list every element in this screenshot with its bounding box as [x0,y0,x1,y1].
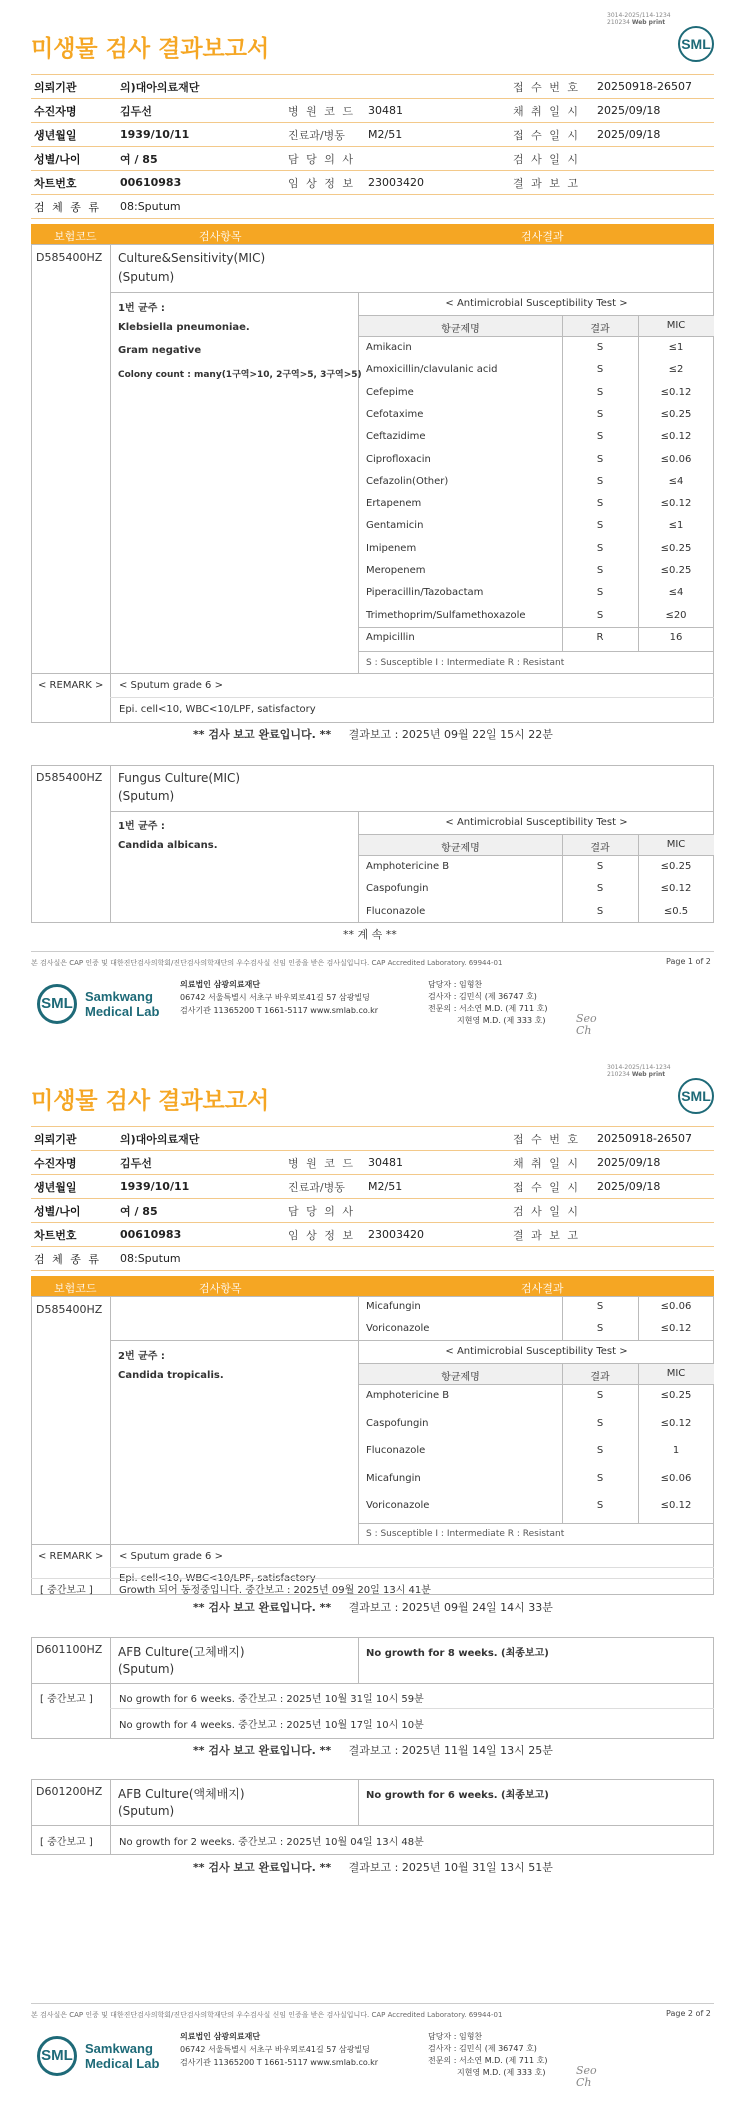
ast-drug: Ceftazidime [366,431,426,443]
insurance-code: D585400HZ [36,771,103,784]
test-specimen: (Sputum) [118,789,175,803]
remark-label: < REMARK > [38,680,104,691]
ast-result: R [596,632,604,643]
divider [110,1340,714,1341]
ast-mic: ≤0.12 [660,1500,692,1512]
chart-no: 00610983 [117,171,285,195]
ast-result: S [596,408,604,420]
col-result: 검사결과 [521,230,564,243]
ast-drug: Caspofungin [366,883,429,895]
lab-name-line: Samkwang [85,989,153,1004]
ast-result: S [596,609,604,621]
divider [110,811,714,812]
complete-time: 결과보고 : 2025년 09월 22일 15시 22분 [348,728,553,741]
ast-mic: ≤1 [668,342,684,353]
receipt-no: 20250918-26507 [594,75,714,99]
ast-mic: ≤0.25 [660,542,692,554]
divider [110,765,111,923]
report-complete [193,726,553,742]
requesting-org: 의)대아의료재단 [117,1127,510,1151]
lab-logo: SML [37,2036,77,2076]
interim-label: [ 중간보고 ] [40,1837,93,1848]
lab-staff [428,979,547,1027]
test-result: No growth for 6 weeks. (최종보고) [366,1790,549,1801]
remark-label: < REMARK > [38,1551,104,1562]
dob-label: 생년월일 [31,1175,117,1199]
receive-date: 2025/09/18 [594,123,714,147]
ast-drug: Caspofungin [366,1417,429,1429]
test-specimen: (Sputum) [118,1662,175,1676]
requesting-org-label: 의뢰기관 [31,75,117,99]
ast-drug: Cefepime [366,386,414,398]
patient-name-label: 수진자명 [31,99,117,123]
ast-result-header: 결과 [590,843,610,854]
divider [31,1544,714,1545]
insurance-code: D585400HZ [36,1303,103,1316]
report-date-label: 결 과 보 고 [510,171,594,195]
ast-mic: ≤0.25 [660,565,692,576]
ast-drug: Cefotaxime [366,408,424,420]
print-tag [607,12,671,26]
staff-line: 담당자 : 임형찬 [428,980,483,989]
insurance-code: D601200HZ [36,1785,103,1798]
divider [358,1296,359,1544]
insurance-code: D601100HZ [36,1643,103,1656]
staff-line: 지현영 M.D. (제 333 호) [457,1016,546,1025]
divider [31,1825,714,1826]
lab-phone: 검사기관 11365200 T 1661-5117 www.smlab.co.kr [180,2058,379,2067]
footer-divider [31,951,714,952]
col-code: 보험코드 [54,230,97,243]
remark-grade: < Sputum grade 6 > [119,1551,223,1562]
ast-drug: Ertapenem [366,498,422,510]
ast-title: < Antimicrobial Susceptibility Test > [445,298,628,309]
report-complete [193,1859,553,1875]
requesting-org: 의)대아의료재단 [117,75,510,99]
divider [110,1779,111,1855]
page-number: Page 2 of 2 [666,2009,711,2018]
ast-drug: Imipenem [366,542,417,554]
receive-date: 2025/09/18 [594,1175,714,1199]
col-item: 검사항목 [199,230,242,243]
lab-name-line: Samkwang [85,2041,153,2056]
ast-result: S [596,1417,604,1429]
ast-mic: ≤0.06 [660,1301,692,1312]
ast-mic: ≤0.25 [660,408,692,420]
footer-divider [31,2003,714,2004]
specimen-label: 검 체 종 류 [31,1247,117,1271]
lab-org: 의료법인 삼광의료재단 [180,980,261,989]
divider [110,1567,714,1568]
signature-line: Ch [576,2076,592,2089]
ast-drug: Ampicillin [366,632,415,643]
collect-date: 2025/09/18 [594,99,714,123]
ast-result: S [596,905,604,917]
dob-label: 생년월일 [31,123,117,147]
clinical-label: 임 상 정 보 [285,171,365,195]
test-specimen: (Sputum) [118,270,175,284]
report-complete [193,1742,553,1758]
dob: 1939/10/11 [117,1175,285,1199]
ast-drug: Trimethoprim/Sulfamethoxazole [366,609,526,621]
specimen: 08:Sputum [117,195,714,219]
specimen-label: 검 체 종 류 [31,195,117,219]
ast-drug: Gentamicin [366,520,424,532]
print-tag [607,1064,671,1078]
doctor [365,1199,510,1223]
ward-code-label: 병 원 코 드 [285,99,365,123]
ast-drug: Fluconazole [366,905,426,917]
lab-org: 의료법인 삼광의료재단 [180,2032,261,2041]
divider [31,673,714,674]
organism-no: 2번 균주 : [118,1351,165,1362]
signature-line: Seo [576,1012,597,1025]
staff-line: 지현영 M.D. (제 333 호) [457,2068,546,2077]
footer-note: 본 검사실은 CAP 인증 및 대한진단검사의학회/진단검사의학재단의 우수검사실 신임 인증을 받은 검사실입니다. CAP Accredited Laboratory. 69944-01 [31,959,503,967]
ast-drug-header: 항균제명 [441,843,480,854]
sml-logo: SML [678,26,714,62]
receive-date-label: 접 수 일 시 [510,123,594,147]
organism-no: 1번 균주 : [118,821,165,832]
interim-text-value: No growth for 2 weeks. 중간보고 : 2025년 10월 04일 13시 48분 [119,1837,424,1848]
signature [576,2065,597,2089]
ast-result: S [596,883,604,895]
lab-name-line: Medical Lab [85,1004,160,1019]
staff-line: 담당자 : 임형찬 [428,2032,483,2041]
complete-time: 결과보고 : 2025년 11월 14일 13시 25분 [348,1744,553,1757]
clinical-info: 23003420 [365,1223,510,1247]
doctor [365,147,510,171]
organism-name: Candida tropicalis. [118,1370,224,1381]
print-tag-web: Web print [631,1071,666,1078]
dept-label: 진료과/병동 [285,123,365,147]
doctor-label: 담 당 의 사 [285,147,365,171]
print-tag-web: Web print [631,19,666,26]
ward-code-label: 병 원 코 드 [285,1151,365,1175]
ast-mic: ≤0.12 [660,1323,692,1334]
receipt-no: 20250918-26507 [594,1127,714,1151]
receipt-no-label: 접 수 번 호 [510,75,594,99]
lab-name [85,2041,159,2071]
ast-drug: Amphotericine B [366,1390,450,1401]
divider [31,1683,714,1684]
col-item: 검사항목 [199,1282,242,1295]
ast-mic: ≤0.12 [660,386,692,398]
ast-mic: ≤0.12 [660,498,692,510]
ast-mic: ≤2 [668,364,684,376]
divider [562,1363,563,1523]
divider [110,1708,714,1709]
collect-date-label: 채 취 일 시 [510,99,594,123]
interim-label: [ 중간보고 ] [40,1585,93,1596]
staff-line: 전문의 : 서소연 M.D. (제 711 호) [428,1004,548,1013]
interim-text: No growth for 4 weeks. 중간보고 : 2025년 10월 17일 10시 10분 [119,1720,424,1731]
dept: M2/51 [365,123,510,147]
test-name: AFB Culture(액체배지) [118,1787,245,1801]
ast-result: S [596,565,604,576]
ast-drug: Voriconazole [366,1500,430,1512]
ast-result-header: 결과 [590,324,610,335]
report-page-2 [0,1052,744,2104]
test-specimen: (Sputum) [118,1804,175,1818]
ast-result: S [596,386,604,398]
page-title: 미생물 검사 결과보고서 [31,36,270,62]
patient-name-label: 수진자명 [31,1151,117,1175]
interim-label: [ 중간보고 ] [40,1694,93,1705]
remark-detail: Epi. cell<10, WBC<10/LPF, satisfactory [119,704,316,715]
chart-no: 00610983 [117,1223,285,1247]
ast-legend: S : Susceptible I : Intermediate R : Resistant [366,658,565,668]
organism-name: Candida albicans. [118,840,218,851]
divider [110,244,111,723]
ast-result: S [596,587,604,599]
ast-drug-header: 항균제명 [441,1372,480,1383]
lab-address [180,2030,378,2069]
page-title: 미생물 검사 결과보고서 [31,1088,270,1114]
staff-line: 검사자 : 김민식 (제 36747 호) [428,2044,537,2053]
ast-result: S [596,475,604,487]
ast-result: S [596,1323,604,1334]
ast-result: S [596,1472,604,1484]
ast-drug: Amoxicillin/clavulanic acid [366,364,498,376]
ast-mic: ≤0.06 [660,1472,692,1484]
ast-drug: Amphotericine B [366,861,450,872]
organism-no: 1번 균주 : [118,303,165,314]
divider [358,1637,359,1683]
chart-no-label: 차트번호 [31,171,117,195]
lab-street: 06742 서울특별시 서초구 바우뫼로41길 57 삼광빌딩 [180,2045,370,2054]
divider [359,627,714,628]
lab-logo: SML [37,984,77,1024]
ast-mic: ≤20 [665,609,687,621]
ast-result-header: 결과 [590,1372,610,1383]
ast-drug: Piperacillin/Tazobactam [366,587,484,599]
interim-text: No growth for 6 weeks. 중간보고 : 2025년 10월 31일 10시 59분 [119,1694,424,1705]
remark-grade: < Sputum grade 6 > [119,680,223,691]
divider [359,1523,714,1524]
ast-result: S [596,453,604,465]
ast-mic: ≤0.25 [660,861,692,872]
ast-mic-header: MIC [666,320,686,331]
requesting-org-label: 의뢰기관 [31,1127,117,1151]
footer-note: 본 검사실은 CAP 인증 및 대한진단검사의학회/진단검사의학재단의 우수검사실 신임 인증을 받은 검사실입니다. CAP Accredited Laboratory. 69944-01 [31,2011,503,2019]
gram-stain: Gram negative [118,345,202,356]
collect-date-label: 채 취 일 시 [510,1151,594,1175]
test-name: AFB Culture(고체배지) [118,1645,245,1659]
column-header-band [31,224,714,244]
ast-result: S [596,861,604,872]
ast-result: S [596,542,604,554]
ast-mic-header: MIC [666,839,686,850]
sex-age-label: 성별/나이 [31,147,117,171]
divider [638,1363,639,1523]
ast-mic: ≤0.5 [663,905,689,917]
complete-time: 결과보고 : 2025년 10월 31일 13시 51분 [348,1861,553,1874]
lab-phone: 검사기관 11365200 T 1661-5117 www.smlab.co.kr [180,1006,379,1015]
ast-result: S [596,1445,604,1457]
report-date-label: 결 과 보 고 [510,1223,594,1247]
complete-note: ** 검사 보고 완료입니다. ** [193,1861,332,1874]
print-tag-id: 210234 [607,1071,630,1078]
test-date-label: 검 사 일 시 [510,147,594,171]
staff-line: 검사자 : 김민식 (제 36747 호) [428,992,537,1001]
lab-address [180,978,378,1017]
ast-drug: Cefazolin(Other) [366,475,449,487]
ast-title: < Antimicrobial Susceptibility Test > [445,1346,628,1357]
ast-title: < Antimicrobial Susceptibility Test > [445,817,628,828]
ast-mic: ≤0.12 [660,1417,692,1429]
ast-mic: ≤4 [668,587,684,599]
ast-drug: Micafungin [366,1301,421,1312]
column-header-band [31,1276,714,1296]
ast-mic: 16 [669,632,683,643]
print-tag-id: 210234 [607,19,630,26]
organism-name: Klebsiella pneumoniae. [118,322,250,333]
report-date [594,171,714,195]
ast-result: S [596,1500,604,1512]
ast-result: S [596,431,604,443]
signature-line: Ch [576,1024,592,1037]
page-number: Page 1 of 2 [666,957,711,966]
ast-drug: Amikacin [366,342,412,353]
lab-name [85,989,159,1019]
ast-mic: ≤0.25 [660,1390,692,1401]
divider [358,292,359,673]
complete-note: ** 검사 보고 완료입니다. ** [193,1601,332,1614]
ast-drug: Voriconazole [366,1323,430,1334]
ast-mic: ≤1 [668,520,684,532]
ast-drug: Fluconazole [366,1445,426,1457]
ast-result: S [596,520,604,532]
ast-mic: ≤0.12 [660,431,692,443]
complete-time: 결과보고 : 2025년 09월 24일 14시 33분 [348,1601,553,1614]
test-name: Culture&Sensitivity(MIC) [118,251,266,265]
clinical-label: 임 상 정 보 [285,1223,365,1247]
col-result: 검사결과 [521,1282,564,1295]
ast-drug: Micafungin [366,1472,421,1484]
specimen: 08:Sputum [117,1247,714,1271]
continued-note: ** 계 속 ** [343,928,397,941]
divider [110,292,714,293]
dept: M2/51 [365,1175,510,1199]
ast-mic-header: MIC [666,1368,686,1379]
col-code: 보험코드 [54,1282,97,1295]
signature [576,1013,597,1037]
signature-line: Seo [576,2064,597,2077]
lab-street: 06742 서울특별시 서초구 바우뫼로41길 57 삼광빌딩 [180,993,370,1002]
test-name: Fungus Culture(MIC) [118,771,241,785]
patient-info-table [31,74,714,219]
divider [31,1578,714,1579]
patient-info-table [31,1126,714,1271]
insurance-code: D585400HZ [36,251,103,264]
lab-staff [428,2031,547,2079]
sex-age-label: 성별/나이 [31,1199,117,1223]
ast-result: S [596,1301,604,1312]
ast-drug: Ciprofloxacin [366,453,431,465]
ast-result: S [596,364,604,376]
test-date [594,147,714,171]
ast-mic: ≤0.06 [660,453,692,465]
clinical-info: 23003420 [365,171,510,195]
interim-text: Growth 되어 동정중입니다. 중간보고 : 2025년 09월 20일 13시 41분 [119,1585,431,1596]
colony-count: Colony count : many(1구역>10, 2구역>5, 3구역>5) [118,370,362,380]
divider [110,697,714,698]
ast-result: S [596,342,604,353]
sml-logo: SML [678,1078,714,1114]
patient-name: 김두선 [117,99,285,123]
collect-date: 2025/09/18 [594,1151,714,1175]
ast-mic: 1 [672,1445,680,1457]
report-date [594,1223,714,1247]
print-tag-line: 3014-2025/114-1234 [607,1064,671,1071]
complete-note: ** 검사 보고 완료입니다. ** [193,1744,332,1757]
receive-date-label: 접 수 일 시 [510,1175,594,1199]
complete-note: ** 검사 보고 완료입니다. ** [193,728,332,741]
dob: 1939/10/11 [117,123,285,147]
ast-mic: ≤0.12 [660,883,692,895]
patient-name: 김두선 [117,1151,285,1175]
receipt-no-label: 접 수 번 호 [510,1127,594,1151]
print-tag-line: 3014-2025/114-1234 [607,12,671,19]
doctor-label: 담 당 의 사 [285,1199,365,1223]
sex-age: 여 / 85 [117,147,285,171]
ward-code: 30481 [365,1151,510,1175]
ast-drug: Meropenem [366,565,426,576]
lab-name-line: Medical Lab [85,2056,160,2071]
ast-result: S [596,1390,604,1401]
test-date-label: 검 사 일 시 [510,1199,594,1223]
ast-drug-header: 항균제명 [441,324,480,335]
test-result: No growth for 8 weeks. (최종보고) [366,1648,549,1659]
report-complete [193,1599,553,1615]
sex-age: 여 / 85 [117,1199,285,1223]
ward-code: 30481 [365,99,510,123]
staff-line: 전문의 : 서소연 M.D. (제 711 호) [428,2056,548,2065]
ast-legend: S : Susceptible I : Intermediate R : Resistant [366,1529,565,1539]
divider [358,1779,359,1825]
test-date [594,1199,714,1223]
ast-result: S [596,498,604,510]
divider [359,651,714,652]
divider [110,1637,111,1739]
dept-label: 진료과/병동 [285,1175,365,1199]
chart-no-label: 차트번호 [31,1223,117,1247]
ast-mic: ≤4 [668,475,684,487]
